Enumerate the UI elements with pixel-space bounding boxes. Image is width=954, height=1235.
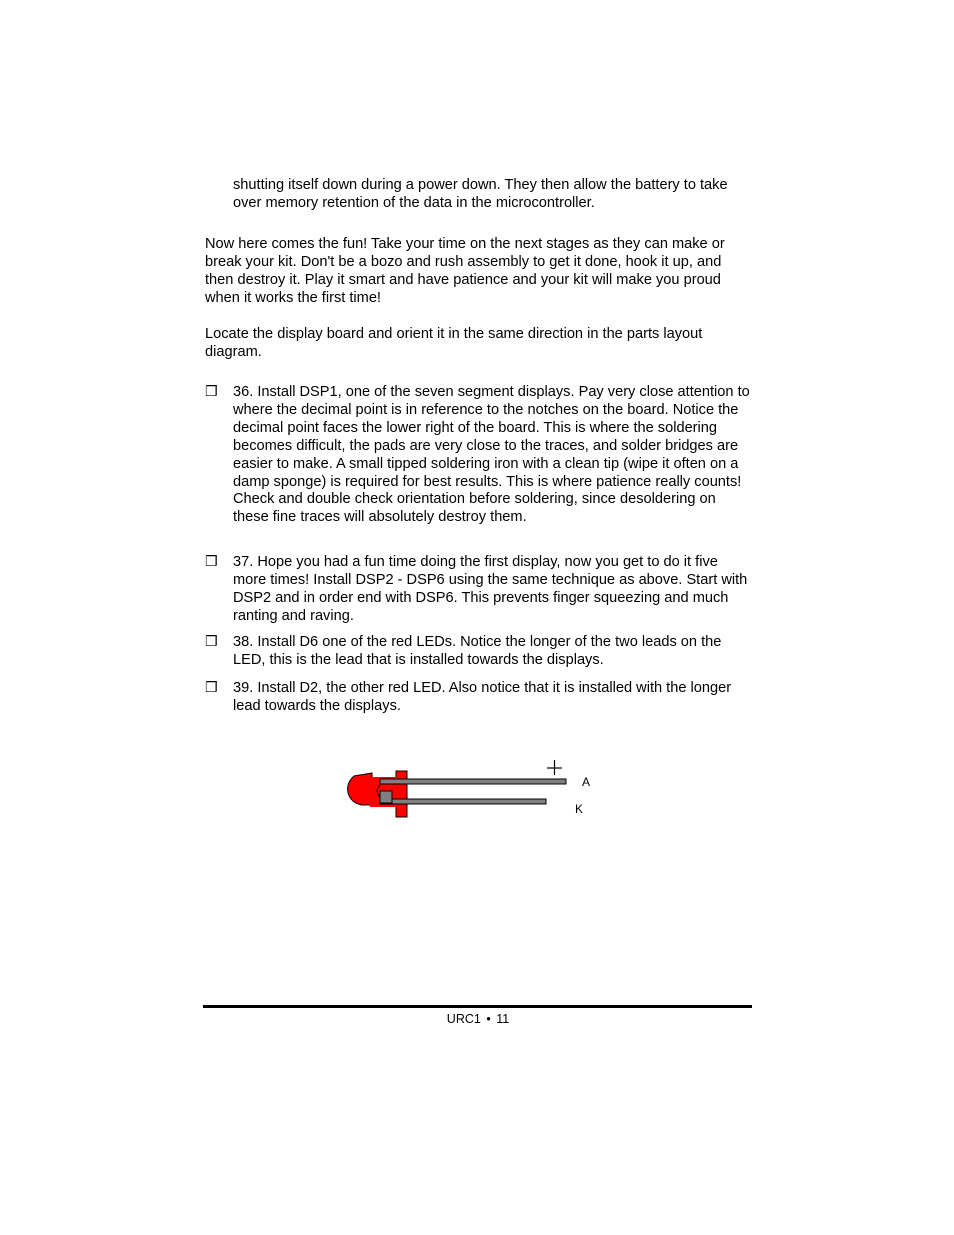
footer-rule	[203, 1005, 752, 1008]
page-footer	[0, 1011, 954, 1029]
anode-lead	[380, 779, 566, 784]
step-text: 39. Install D2, the other red LED. Also notice that it is installed with the longer lead towards the displays.	[233, 680, 732, 714]
anode-label: A	[582, 775, 591, 789]
led-diagram	[340, 755, 610, 823]
footer-bullet: •	[486, 1012, 491, 1026]
step-38	[205, 634, 753, 670]
step-36	[205, 384, 753, 527]
checkbox-icon[interactable]: ❒	[205, 634, 218, 650]
inner-frame	[380, 791, 392, 803]
checkbox-icon[interactable]: ❒	[205, 554, 218, 570]
checkbox-icon[interactable]: ❒	[205, 680, 218, 696]
doc-id: URC1	[446, 1012, 481, 1026]
checkbox-icon[interactable]: ❒	[205, 384, 218, 400]
locate-paragraph: Locate the display board and orient it in the same direction in the parts layout diagram.	[205, 326, 703, 360]
step-37	[205, 554, 753, 626]
step-text: 38. Install D6 one of the red LEDs. Notice the longer of the two leads on the LED, this is the lead that is installed towards the displays.	[233, 634, 722, 668]
cathode-label: K	[575, 802, 584, 816]
step-39	[205, 680, 753, 716]
step-text: 36. Install DSP1, one of the seven segment displays. Pay very close attention to where the decimal point is in reference to the notches on the board. Notice the decimal point faces the lower right of the board. This is where the soldering becomes difficult, the pads are very close to the traces, and solder bridges are easier to make. A small tipped soldering iron with a clean tip (wipe it often on a damp sponge) is required for best results. This is where patience really counts! Check and double check orientation before soldering, since desoldering on these fine traces will absolutely destroy them.	[233, 384, 750, 526]
cathode-lead	[380, 799, 546, 804]
led-dome	[348, 773, 372, 805]
intro-paragraph: Now here comes the fun! Take your time on the next stages as they can make or break your kit. Don't be a bozo and rush assembly to get it done, hook it up, and then destroy it. Play it smart and have patience and your kit will make you proud when it works the first time!	[205, 236, 725, 306]
step-text: 37. Hope you had a fun time doing the first display, now you get to do it five more times! Install DSP2 - DSP6 using the same technique as above. Start with DSP2 and in order end with DSP6. This prevents finger squeezing and much ranting and raving.	[233, 554, 748, 624]
page-number: 11	[496, 1012, 510, 1026]
continued-paragraph: shutting itself down during a power down. They then allow the battery to take over memory retention of the data in the microcontroller.	[233, 177, 728, 211]
